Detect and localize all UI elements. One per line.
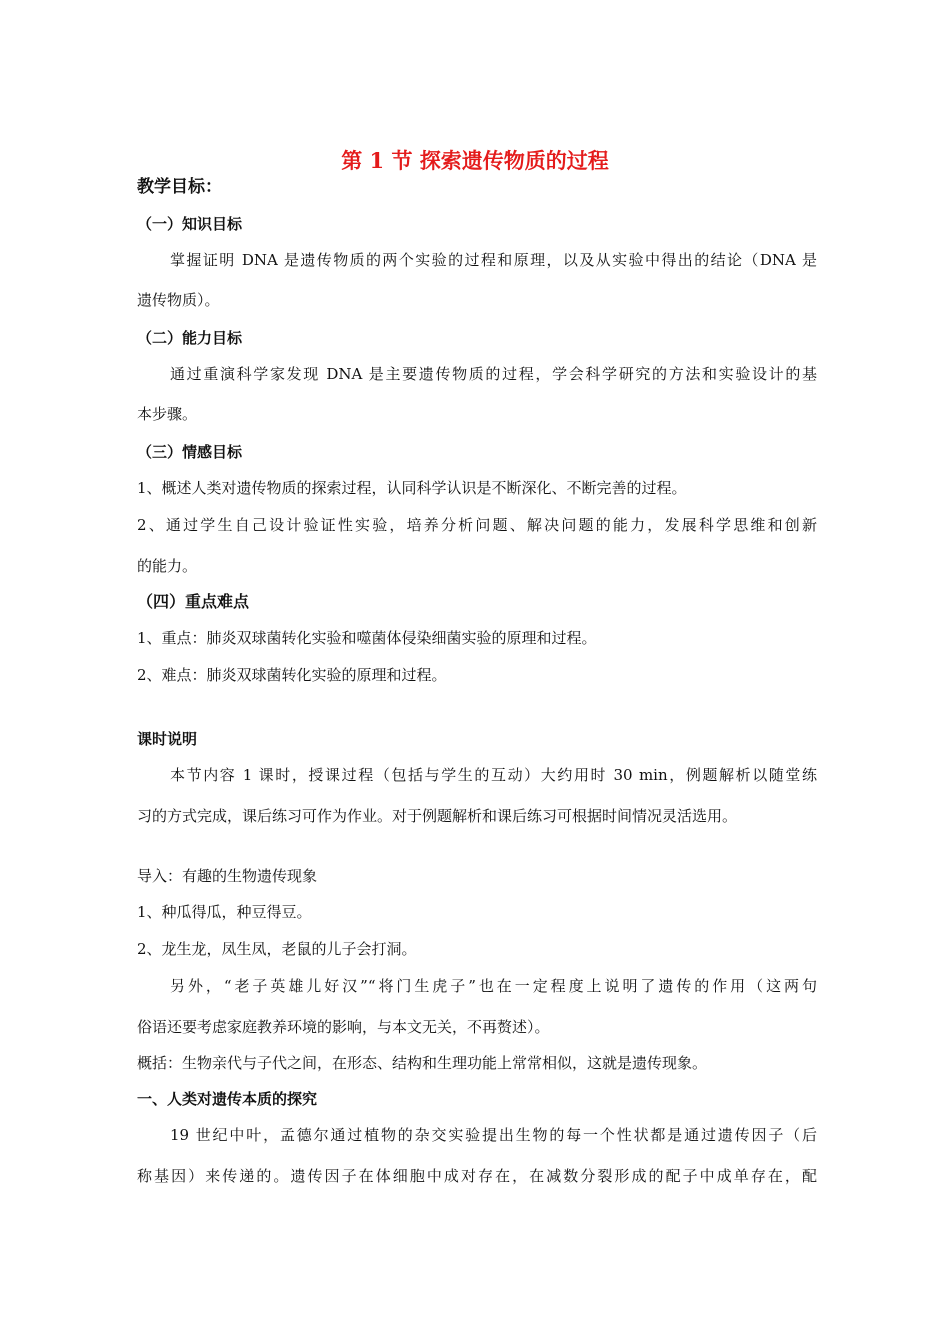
page-title: 第 1 节 探索遗传物质的过程 — [341, 148, 609, 173]
part-1-text-line-1: 19 世纪中叶，孟德尔通过植物的杂交实验提出生物的每一个性状都是通过遗传因子（后 — [170, 1126, 817, 1144]
part-1-text-line-2: 称基因）来传递的。遗传因子在体细胞中成对存在，在减数分裂形成的配子中成单存在，配 — [137, 1167, 817, 1185]
ability-goals-text-line-1: 通过重演科学家发现 DNA 是主要遗传物质的过程，学会科学研究的方法和实验设计的基 — [170, 365, 817, 383]
knowledge-goals-text-line-1: 掌握证明 DNA 是遗传物质的两个实验的过程和原理，以及从实验中得出的结论（DNA 是 — [170, 251, 817, 269]
ability-goals-heading: （二）能力目标 — [137, 329, 243, 347]
emotion-goals-item-2-line-2: 的能力。 — [137, 557, 198, 575]
goals-heading: 教学目标： — [137, 177, 222, 197]
emotion-goals-heading: （三）情感目标 — [137, 443, 243, 461]
emotion-goals-item-1: 1、概述人类对遗传物质的探索过程，认同科学认识是不断深化、不断完善的过程。 — [137, 479, 687, 497]
key-points-item-2: 2、难点：肺炎双球菌转化实验的原理和过程。 — [137, 666, 447, 684]
summary-text: 概括：生物亲代与子代之间，在形态、结构和生理功能上常常相似，这就是遗传现象。 — [137, 1054, 708, 1072]
lesson-text-line-1: 本节内容 1 课时，授课过程（包括与学生的互动）大约用时 30 min，例题解析以随堂练 — [170, 766, 817, 784]
intro-heading: 导入：有趣的生物遗传现象 — [137, 867, 318, 885]
key-points-item-1: 1、重点：肺炎双球菌转化实验和噬菌体侵染细菌实验的原理和过程。 — [137, 629, 597, 647]
intro-text-line-1: 另外，“老子英雄儿好汉”“将门生虎子”也在一定程度上说明了遗传的作用（这两句 — [170, 977, 817, 995]
knowledge-goals-text-line-2: 遗传物质）。 — [137, 291, 220, 309]
ability-goals-text-line-2: 本步骤。 — [137, 405, 198, 423]
key-points-heading: （四）重点难点 — [137, 592, 250, 611]
knowledge-goals-heading: （一）知识目标 — [137, 215, 243, 233]
part-1-heading: 一、人类对遗传本质的探究 — [137, 1090, 318, 1108]
intro-item-1: 1、种瓜得瓜，种豆得豆。 — [137, 903, 312, 921]
emotion-goals-item-2-line-1: 2、通过学生自己设计验证性实验，培养分析问题、解决问题的能力，发展科学思维和创新 — [137, 516, 817, 534]
intro-text-line-2: 俗语还要考虑家庭教养环境的影响，与本文无关，不再赘述）。 — [137, 1018, 550, 1036]
lesson-text-line-2: 习的方式完成，课后练习可作为作业。对于例题解析和课后练习可根据时间情况灵活选用。 — [137, 807, 738, 825]
intro-item-2: 2、龙生龙，凤生凤，老鼠的儿子会打洞。 — [137, 940, 417, 958]
lesson-heading: 课时说明 — [137, 730, 198, 748]
